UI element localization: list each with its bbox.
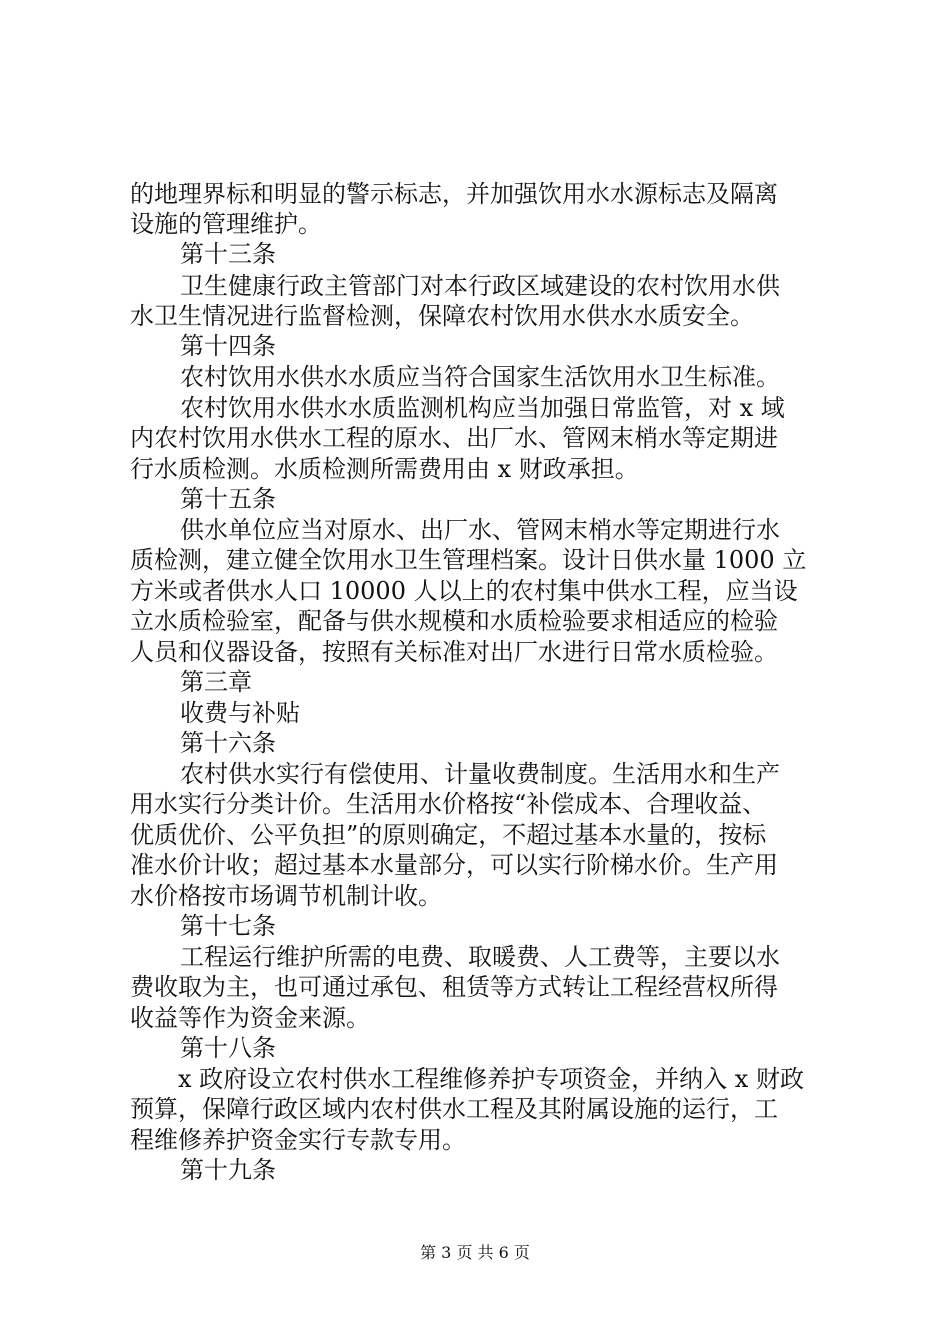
text-line: 的地理界标和明显的警示标志，并加强饮用水水源标志及隔离 [130, 180, 778, 208]
text-line: 用水实行分类计价。生活用水价格按“补偿成本、合理收益、 [130, 790, 767, 818]
text-line: 工程运行维护所需的电费、取暖费、人工费等，主要以水 [180, 943, 780, 971]
text-line: 供水单位应当对原水、出厂水、管网末梢水等定期进行水 [180, 516, 780, 544]
chapter-title: 收费与补贴 [180, 699, 300, 727]
text-line: 收益等作为资金来源。 [130, 1004, 370, 1032]
text-line: 准水价计收；超过基本水量部分，可以实行阶梯水价。生产用 [130, 851, 778, 879]
text-line: 水价格按市场调节机制计收。 [130, 882, 442, 910]
text-line: 农村饮用水供水水质监测机构应当加强日常监管，对 x 域 [180, 394, 785, 422]
text-line: 行水质检测。水质检测所需费用由 x 财政承担。 [130, 455, 639, 483]
article-heading: 第十五条 [180, 485, 276, 513]
text-line: x 政府设立农村供水工程维修养护专项资金，并纳入 x 财政 [178, 1065, 804, 1093]
text-line: 农村饮用水供水水质应当符合国家生活饮用水卫生标准。 [180, 363, 780, 391]
chapter-heading: 第三章 [180, 668, 252, 696]
article-heading: 第十三条 [180, 240, 276, 268]
text-line: 内农村饮用水供水工程的原水、出厂水、管网末梢水等定期进 [130, 424, 778, 452]
text-line: 预算，保障行政区域内农村供水工程及其附属设施的运行，工 [130, 1095, 778, 1123]
article-heading: 第十九条 [180, 1156, 276, 1184]
text-line: 人员和仪器设备，按照有关标准对出厂水进行日常水质检验。 [130, 638, 778, 666]
text-line: 质检测，建立健全饮用水卫生管理档案。设计日供水量 1000 立 [130, 546, 807, 574]
text-line: 农村供水实行有偿使用、计量收费制度。生活用水和生产 [180, 760, 780, 788]
text-line: 程维修养护资金实行专款专用。 [130, 1126, 466, 1154]
text-line: 立水质检验室，配备与供水规模和水质检验要求相适应的检验 [130, 607, 778, 635]
article-heading: 第十八条 [180, 1034, 276, 1062]
article-heading: 第十六条 [180, 729, 276, 757]
page-footer: 第 3 页 共 6 页 [420, 1243, 530, 1262]
text-line: 卫生健康行政主管部门对本行政区域建设的农村饮用水供 [180, 272, 780, 300]
text-line: 方米或者供水人口 10000 人以上的农村集中供水工程，应当设 [130, 577, 798, 605]
text-line: 费收取为主，也可通过承包、租赁等方式转让工程经营权所得 [130, 973, 778, 1001]
article-heading: 第十七条 [180, 912, 276, 940]
text-line: 优质优价、公平负担”的原则确定，不超过基本水量的，按标 [130, 821, 767, 849]
text-line: 水卫生情况进行监督检测，保障农村饮用水供水水质安全。 [130, 302, 754, 330]
article-heading: 第十四条 [180, 332, 276, 360]
text-line: 设施的管理维护。 [130, 210, 322, 238]
